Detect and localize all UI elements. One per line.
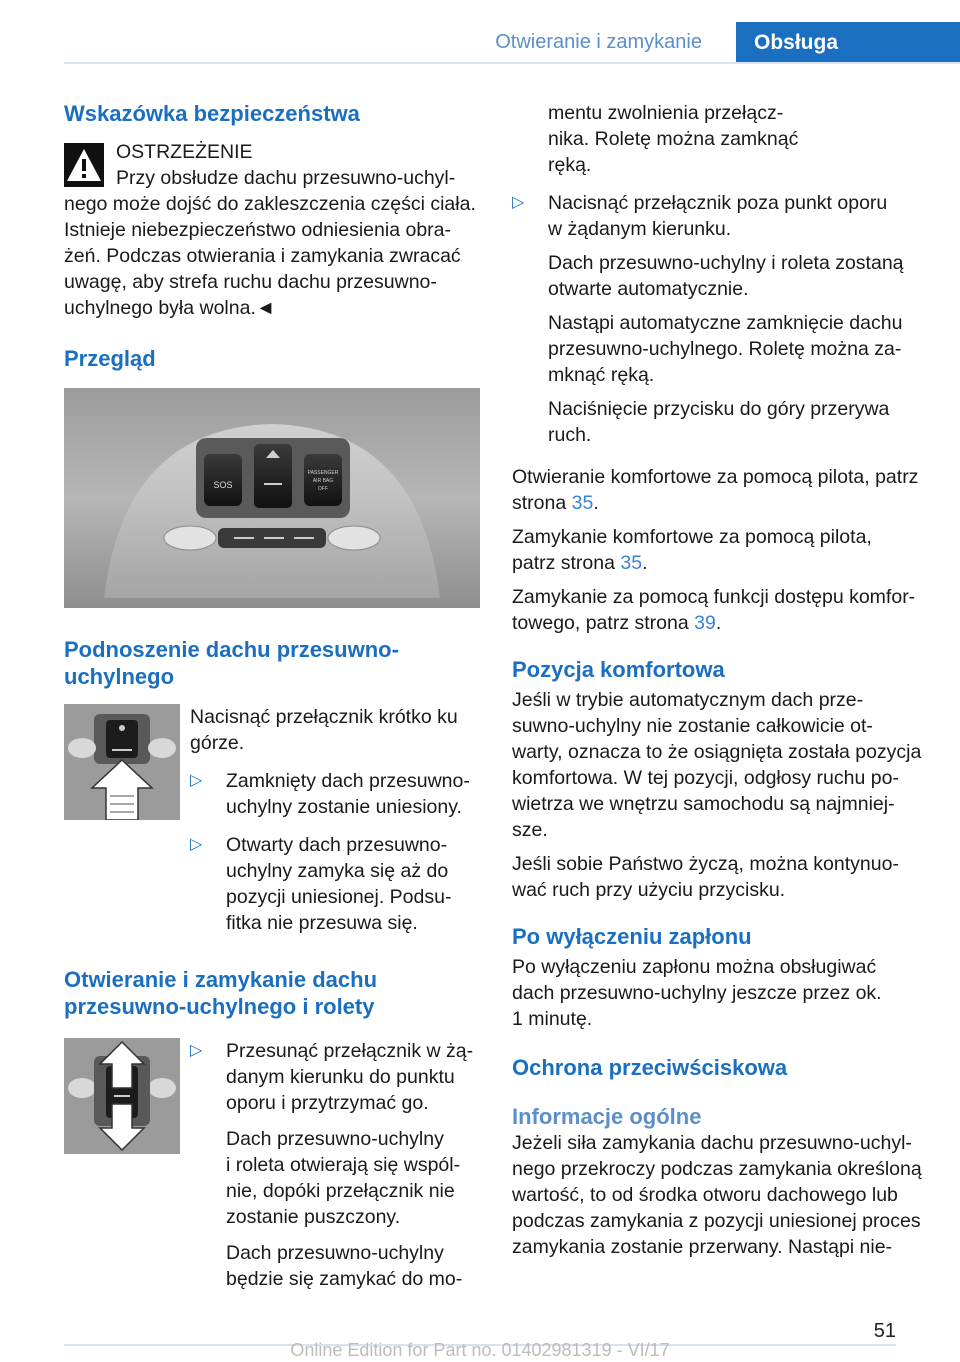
cont-line-2: nika. Roletę można zamknąć <box>548 128 799 150</box>
lift-bullet-2-line-3: pozycji uniesionej. Podsu- <box>226 886 452 908</box>
press-para-3-line-2: ruch. <box>548 424 592 446</box>
press-para-1 <box>512 250 930 302</box>
page-link-35[interactable]: 35 <box>571 492 594 514</box>
general-info-text <box>512 1130 930 1260</box>
header-rule <box>64 62 960 64</box>
comfort-open-prefix: strona <box>512 492 572 514</box>
warning-line-1: Przy obsłudze dachu przesuwno-uchyl- <box>116 167 456 189</box>
triangle-bullet-icon: ▷ <box>190 772 203 789</box>
press-para-2-line-1: Nastąpi automatyczne zamknięcie dachu <box>548 312 903 334</box>
press-para-3 <box>512 396 930 448</box>
general-line-4: podczas zamykania z pozycji uniesionej proces <box>512 1210 921 1232</box>
press-bullet-line-1: Nacisnąć przełącznik poza punkt oporu <box>548 192 888 214</box>
warning-triangle-icon <box>64 143 104 187</box>
comfort-pos-line-3: warty, oznacza to że osiągnięta została pozycja <box>512 741 922 763</box>
triangle-bullet-icon: ▷ <box>512 194 525 211</box>
comfort-open-suffix: . <box>593 492 599 514</box>
open-para-2 <box>190 1240 480 1292</box>
open-bullet-line-2: danym kierunku do punktu <box>226 1066 455 1088</box>
triangle-bullet-icon: ▷ <box>190 1042 203 1059</box>
safety-heading: Wskazówka bezpieczeństwa <box>64 101 360 126</box>
lift-switch-thumbnail <box>64 704 180 820</box>
warning-title: OSTRZEŻENIE <box>116 141 253 163</box>
anti-pinch-heading: Ochrona przeciwściskowa <box>512 1055 788 1080</box>
comfort-position-text-2 <box>512 851 930 903</box>
lift-bullet-2-line-1: Otwarty dach przesuwno- <box>226 834 448 856</box>
general-line-3: wartość, to od środka otworu dachowego lub <box>512 1184 898 1206</box>
open-bullet <box>190 1038 480 1116</box>
warning-line-2: nego może dojść do zakleszczenia części ciała. <box>64 193 476 215</box>
press-para-1-line-1: Dach przesuwno-uchylny i roleta zostaną <box>548 252 904 274</box>
header-section-title: Otwieranie i zamykanie <box>495 31 702 53</box>
comfort-close-suffix: . <box>642 552 648 574</box>
page-link-39[interactable]: 39 <box>694 612 716 634</box>
press-para-2-line-2: przesuwno-uchylnego. Roletę można za- <box>548 338 902 360</box>
lift-heading-line-2: uchylnego <box>64 664 175 689</box>
open-para-1-line-3: nie, dopóki przełącznik nie <box>226 1180 455 1202</box>
ignition-text <box>512 954 930 1032</box>
comfort-pos-line-1: Jeśli w trybie automatycznym dach prze- <box>512 689 864 711</box>
comfort-pos-line-2: suwno-uchylny nie zostanie całkowicie ot- <box>512 715 873 737</box>
comfort-position-text <box>512 687 930 843</box>
open-para-1 <box>190 1126 480 1230</box>
triangle-bullet-icon: ▷ <box>190 836 203 853</box>
lift-bullet-1 <box>190 768 480 820</box>
comfort-close-prefix: patrz strona <box>512 552 621 574</box>
press-para-2-line-3: mknąć ręką. <box>548 364 655 386</box>
comfort-open-line-1: Otwieranie komfortowe za pomocą pilota, patrz <box>512 466 919 488</box>
general-line-5: zamykania zostanie przerwany. Nastąpi nie- <box>512 1236 893 1258</box>
ignition-line-3: 1 minutę. <box>512 1008 593 1030</box>
comfort-access-suffix: . <box>715 612 722 634</box>
lift-heading-line-1: Podnoszenie dachu przesuwno- <box>64 637 399 662</box>
lift-intro-line-1: Nacisnąć przełącznik krótko ku <box>190 706 458 728</box>
overview-heading: Przegląd <box>64 346 156 371</box>
passenger-label-2: AIR BAG <box>312 478 334 484</box>
press-para-3-line-1: Naciśnięcie przycisku do góry przerywa <box>548 398 890 420</box>
comfort-close-line-1: Zamykanie komfortowe za pomocą pilota, <box>512 526 872 548</box>
open-para-1-line-4: zostanie puszczony. <box>226 1206 401 1228</box>
comfort-access-line-1: Zamykanie za pomocą funkcji dostępu komfor- <box>512 586 916 608</box>
comfort-open-line-2 <box>512 490 930 516</box>
lift-section <box>64 704 480 936</box>
press-para-1-line-2: otwarte automatycznie. <box>548 278 749 300</box>
sos-label: SOS <box>213 480 233 490</box>
press-bullet <box>512 190 930 242</box>
comfort-access-line-2 <box>512 610 930 636</box>
lift-bullet-1-line-2: uchylny zostanie uniesiony. <box>226 796 462 818</box>
cont-line-3: ręką. <box>548 154 592 176</box>
lift-intro-line-2: górze. <box>190 732 245 754</box>
open-bullet-line-1: Przesunąć przełącznik w żą- <box>226 1040 474 1062</box>
open-para-1-line-2: i roleta otwierają się wspól- <box>226 1154 461 1176</box>
comfort-access-ref <box>512 584 930 636</box>
open-bullet-line-3: oporu i przytrzymać go. <box>226 1092 429 1114</box>
open-heading-line-2: przesuwno-uchylnego i rolety <box>64 994 375 1019</box>
open-para-2-line-2: będzie się zamykać do mo- <box>226 1268 463 1290</box>
lift-bullet-2 <box>190 832 480 936</box>
header-chapter-tab[interactable]: Obsługa <box>736 22 960 64</box>
passenger-label-3: OFF <box>318 486 328 492</box>
ignition-line-2: dach przesuwno-uchylny jeszcze przez ok. <box>512 982 882 1004</box>
left-column <box>64 100 480 1292</box>
comfort-position-heading: Pozycja komfortowa <box>512 657 725 682</box>
lift-bullet-2-line-4: fitka nie przesuwa się. <box>226 912 418 934</box>
open-close-heading <box>64 966 480 1020</box>
comfort-pos-line-5: wietrza we wnętrzu samochodu są najmniej- <box>512 793 895 815</box>
general-info-heading: Informacje ogólne <box>512 1104 702 1129</box>
continued-text <box>512 100 930 178</box>
open-close-section <box>64 1038 480 1292</box>
cont-line-1: mentu zwolnienia przełącz- <box>548 102 784 124</box>
lift-heading <box>64 636 480 690</box>
open-para-2-line-1: Dach przesuwno-uchylny <box>226 1242 444 1264</box>
open-para-1-line-1: Dach przesuwno-uchylny <box>226 1128 444 1150</box>
comfort-open-ref <box>512 464 930 516</box>
footer <box>0 1308 960 1362</box>
general-line-2: nego przekroczy podczas zamykania określoną <box>512 1158 922 1180</box>
open-heading-line-1: Otwieranie i zamykanie dachu <box>64 967 378 992</box>
comfort-pos-line-4: komfortowa. W tej pozycji, odgłosy ruchu po- <box>512 767 899 789</box>
open-close-switch-thumbnail <box>64 1038 180 1154</box>
comfort-close-ref <box>512 524 930 576</box>
comfort-pos-line-6: sze. <box>512 819 548 841</box>
warning-line-5: uwagę, aby strefa ruchu dachu przesuwno- <box>64 271 437 293</box>
edition-footer: Online Edition for Part no. 01402981319 - VI/17 <box>290 1340 670 1360</box>
page-link-35[interactable]: 35 <box>620 552 643 574</box>
warning-line-3: Istnieje niebezpieczeństwo odniesienia obra- <box>64 219 451 241</box>
comfort-access-prefix: towego, patrz strona <box>512 612 695 634</box>
lift-bullet-1-line-1: Zamknięty dach przesuwno- <box>226 770 470 792</box>
ignition-heading: Po wyłączeniu zapłonu <box>512 924 752 949</box>
warning-box <box>64 139 480 321</box>
ignition-line-1: Po wyłączeniu zapłonu można obsługiwać <box>512 956 877 978</box>
comfort-pos2-line-1: Jeśli sobie Państwo życzą, można kontynuo- <box>512 853 899 875</box>
warning-line-6: uchylnego była wolna.◄ <box>64 297 276 319</box>
page-number: 51 <box>873 1320 896 1342</box>
right-column <box>512 100 930 1260</box>
comfort-close-line-2 <box>512 550 930 576</box>
warning-line-4: żeń. Podczas otwierania i zamykania zwracać <box>64 245 461 267</box>
press-bullet-line-2: w żądanym kierunku. <box>548 218 732 240</box>
press-para-2 <box>512 310 930 388</box>
general-line-1: Jeżeli siła zamykania dachu przesuwno-uchyl- <box>512 1132 912 1154</box>
passenger-label-1: PASSENGER <box>307 470 339 476</box>
overhead-panel-figure <box>64 388 480 608</box>
comfort-pos2-line-2: wać ruch przy użyciu przycisku. <box>512 879 786 901</box>
lift-bullet-2-line-2: uchylny zamyka się aż do <box>226 860 449 882</box>
